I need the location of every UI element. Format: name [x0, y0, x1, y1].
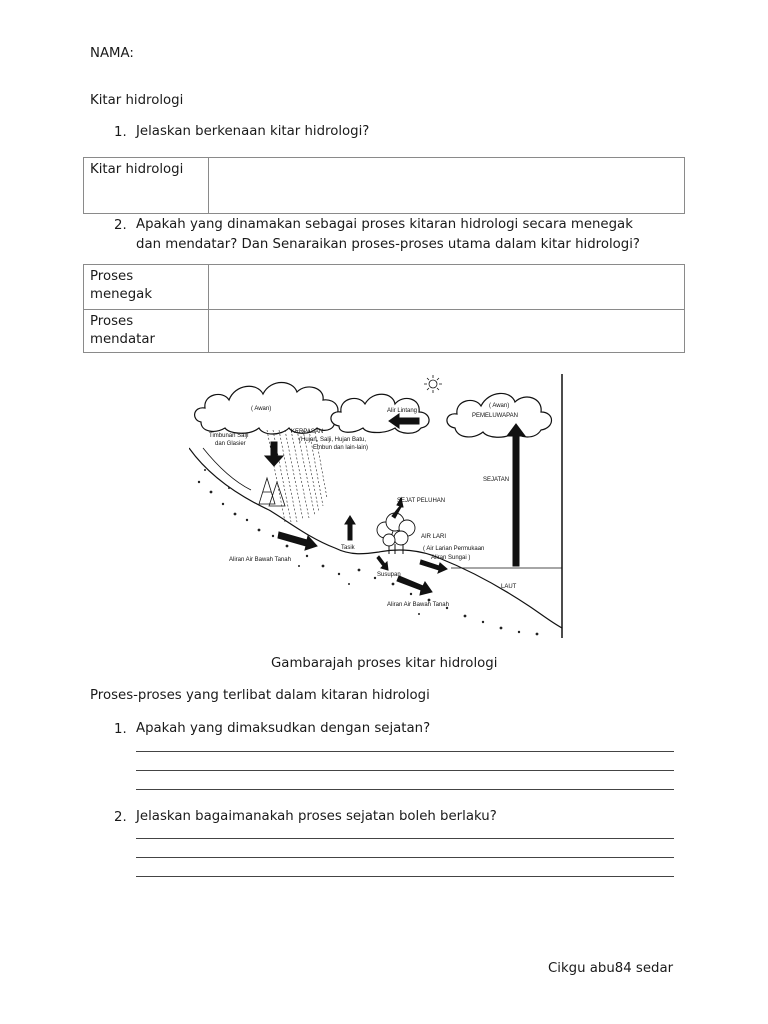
label-timbunan: dan Glasier [215, 441, 246, 447]
label-line: Proses [90, 314, 134, 329]
tree-cluster [377, 513, 415, 554]
question-text [136, 215, 640, 255]
table-label-cell [84, 265, 209, 310]
label-aliran-bawah-tanah: Aliran Air Bawah Tanah [387, 602, 449, 608]
label-kerpasan-detail: Embun dan lain-lain) [313, 445, 369, 451]
question-text: Jelaskan berkenaan kitar hidrologi? [136, 124, 370, 139]
answer-line[interactable] [136, 751, 674, 752]
answer-table-proses [83, 264, 685, 353]
hydrologic-cycle-diagram [189, 370, 564, 640]
label-line: menegak [90, 287, 153, 302]
label-kerpasan-detail: (Hujan, Salji, Hujan Batu, [299, 437, 367, 443]
air-lari-arrow [420, 560, 447, 573]
question-number: 2. [114, 810, 127, 825]
label-alir-lintang: Alir Lintang [387, 408, 418, 414]
answer-line[interactable] [136, 876, 674, 877]
land-surface [189, 448, 562, 628]
label-sejat-peluhan: SEJAT PELUHAN [397, 498, 446, 504]
label-tasik: Tasik [341, 545, 355, 551]
answer-line[interactable] [136, 770, 674, 771]
label-line: Proses [90, 269, 134, 284]
groundwater-arrow-1 [278, 532, 317, 550]
evaporation-lake-arrow [345, 516, 355, 540]
label-susupan: Susupan [377, 572, 401, 578]
ground-dots [198, 469, 539, 635]
question-text: Apakah yang dimaksudkan dengan sejatan? [136, 721, 431, 736]
label-line: mendatar [90, 332, 155, 347]
answer-line[interactable] [136, 789, 674, 790]
section-title-kitar: Kitar hidrologi [90, 93, 184, 108]
question-number: 1. [114, 722, 127, 737]
river-channel [203, 448, 251, 490]
sejatan-arrow [507, 424, 525, 566]
question-line: Apakah yang dinamakan sebagai proses kitaran hidrologi secara menegak [136, 217, 633, 232]
question-number: 2. [114, 218, 127, 233]
label-pemeluwapan: PEMELUWAPAN [472, 413, 519, 419]
label-timbunan: Timbunan Salji [209, 433, 249, 439]
groundwater-arrow-2 [397, 576, 432, 595]
answer-line[interactable] [136, 838, 674, 839]
kerpasan-arrow [265, 442, 283, 466]
answer-cell[interactable] [209, 265, 685, 310]
diagram-caption: Gambarajah proses kitar hidrologi [271, 656, 498, 671]
name-label: NAMA: [90, 46, 134, 61]
susupan-arrow [377, 556, 388, 570]
footer-author: Cikgu abu84 sedar [548, 961, 674, 976]
label-awan-left: ( Awan) [251, 406, 272, 412]
answer-cell[interactable] [209, 310, 685, 353]
label-laut: LAUT [501, 584, 517, 590]
label-air-lari: AIR LARI [421, 534, 447, 540]
label-kerpasan: KERPASAN [291, 429, 324, 435]
label-aliran-bawah-tanah: Aliran Air Bawah Tanah [229, 557, 291, 563]
answer-cell[interactable] [209, 158, 685, 214]
sun-icon [424, 375, 442, 393]
label-awan-right: ( Awan) [489, 403, 510, 409]
label-sejatan: SEJATAN [483, 477, 510, 483]
answer-line[interactable] [136, 857, 674, 858]
question-number: 1. [114, 125, 127, 140]
table-label-cell: Kitar hidrologi [84, 158, 209, 214]
table-label-cell [84, 310, 209, 353]
answer-table-kitar [83, 157, 685, 214]
section-title-proses: Proses-proses yang terlibat dalam kitaran hidrologi [90, 688, 430, 703]
label-air-lari: Aliran Sungai ) [431, 555, 471, 561]
label-air-lari: ( Air Larian Permukaan [423, 546, 485, 552]
question-text: Jelaskan bagaimanakah proses sejatan boleh berlaku? [136, 809, 497, 824]
question-line: dan mendatar? Dan Senaraikan proses-proses utama dalam kitar hidrologi? [136, 237, 640, 252]
